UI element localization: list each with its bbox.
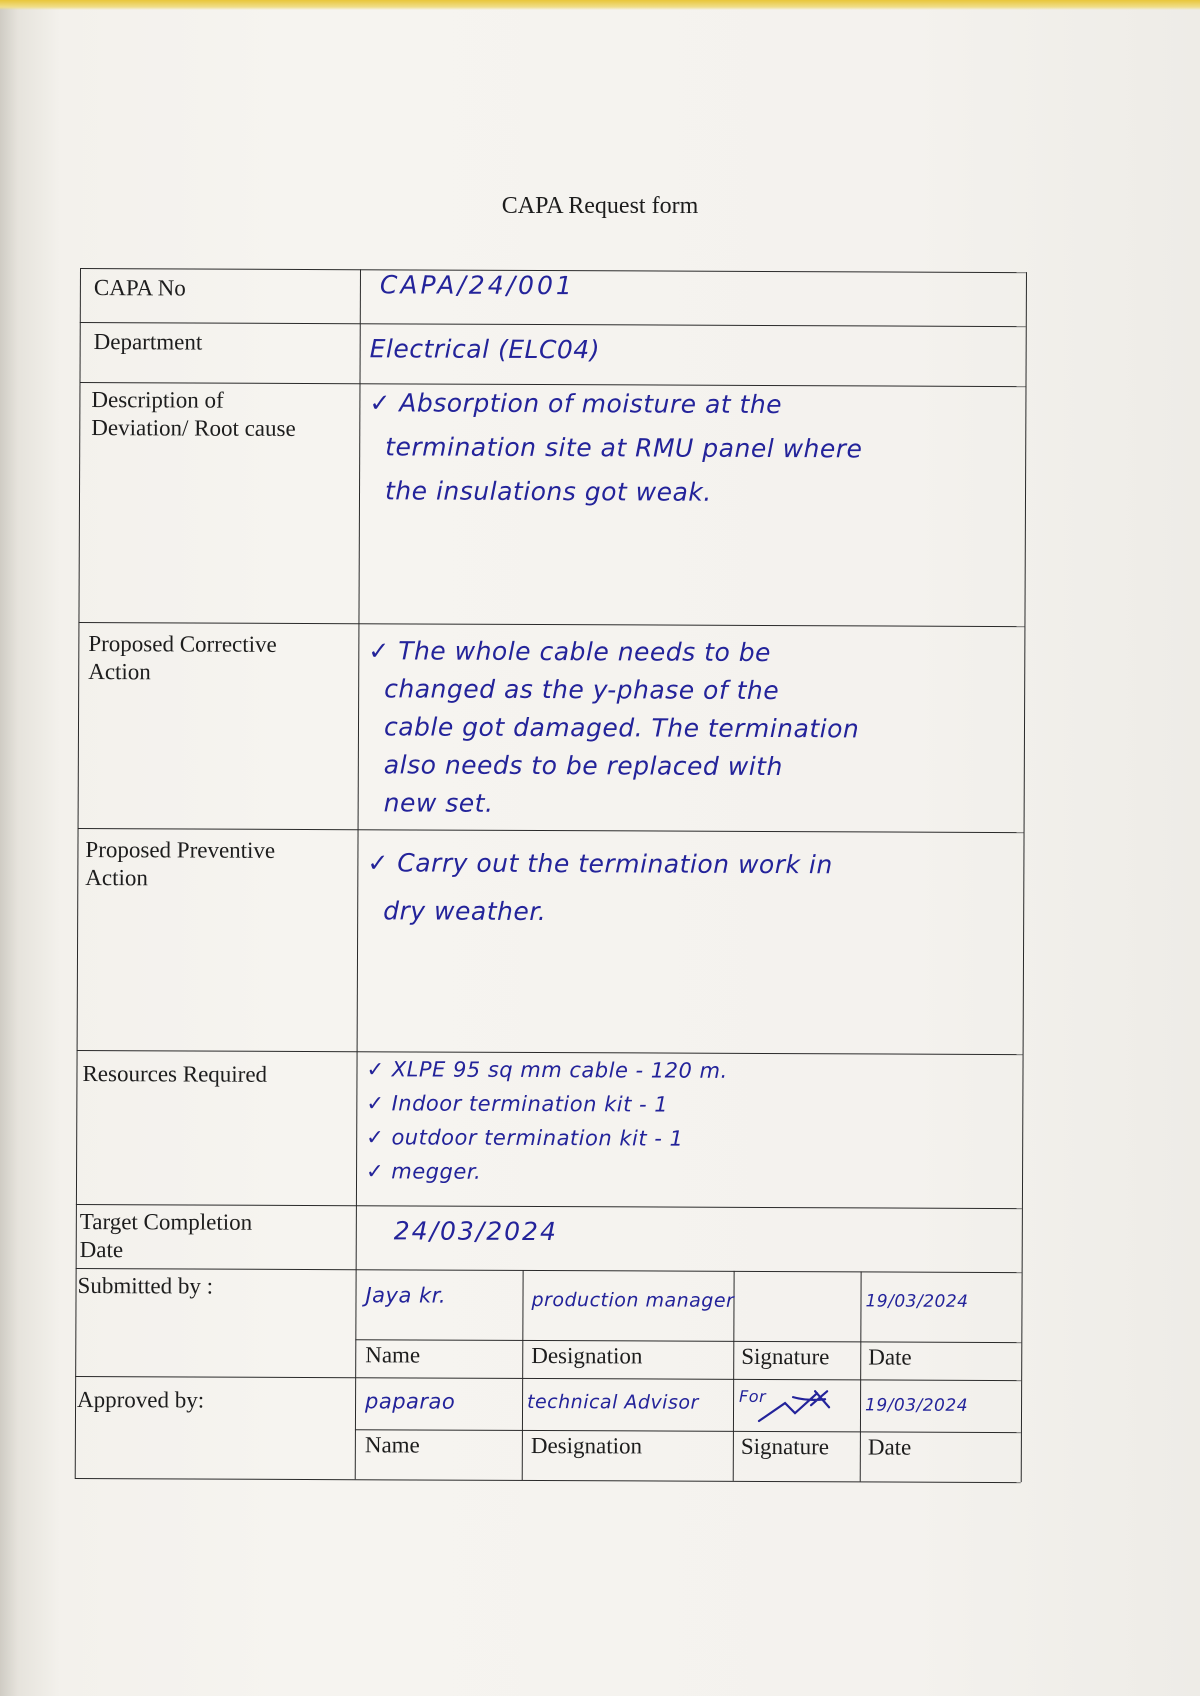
capa-no-value: CAPA/24/001 [379, 270, 575, 301]
submitted-designation: production manager [531, 1288, 735, 1312]
submitted-date: 19/03/2024 [865, 1291, 969, 1312]
approved-date: 19/03/2024 [865, 1395, 969, 1416]
department-value: Electrical (ELC04) [369, 334, 601, 365]
corrective-value-line-5: new set. [383, 788, 494, 818]
capa-no-label: CAPA No [93, 275, 186, 301]
submitted-col-name: Name [365, 1342, 421, 1368]
approved-col-date: Date [867, 1434, 912, 1460]
approved-designation: technical Advisor [527, 1390, 699, 1414]
capa-form-table [75, 268, 1046, 1484]
form-title: CAPA Request form [501, 193, 699, 219]
submitted-col-date: Date [868, 1344, 912, 1370]
corrective-value-line-1: ✓ The whole cable needs to be [368, 636, 772, 668]
target-date-value: 24/03/2024 [393, 1216, 558, 1247]
preventive-value-line-1: ✓ Carry out the termination work in [367, 848, 833, 880]
description-label-line-2: Deviation/ Root cause [91, 415, 296, 441]
resources-label: Resources Required [82, 1061, 268, 1087]
yellow-folder-edge [0, 0, 1200, 10]
approved-name: paparao [365, 1389, 456, 1414]
corrective-value-line-2: changed as the y-phase of the [384, 674, 780, 706]
submitted-name: Jaya kr. [365, 1283, 447, 1308]
approved-label: Approved by: [77, 1386, 205, 1413]
target-label-line-2: Date [79, 1237, 124, 1263]
resources-value-line-3: ✓ outdoor termination kit - 1 [366, 1125, 684, 1151]
approved-signature-scribble [755, 1383, 845, 1427]
preventive-value-line-2: dry weather. [383, 896, 547, 927]
approved-signature-prefix: For [739, 1386, 767, 1407]
corrective-label-line-2: Action [88, 659, 151, 685]
submitted-label: Submitted by : [77, 1272, 214, 1299]
corrective-label-line-1: Proposed Corrective [88, 631, 277, 657]
department-label: Department [93, 329, 203, 355]
submitted-col-designation: Designation [531, 1342, 643, 1369]
resources-value-line-2: ✓ Indoor termination kit - 1 [366, 1091, 669, 1117]
description-value-line-2: termination site at RMU panel where [385, 432, 863, 464]
corrective-value-line-4: also needs to be replaced with [383, 750, 783, 782]
submitted-col-signature: Signature [741, 1343, 830, 1370]
approved-col-signature: Signature [740, 1433, 830, 1460]
resources-value-line-4: ✓ megger. [366, 1159, 482, 1184]
target-label-line-1: Target Completion [79, 1209, 253, 1235]
description-label-line-1: Description of [91, 387, 224, 413]
resources-value-line-1: ✓ XLPE 95 sq mm cable - 120 m. [366, 1057, 728, 1083]
description-value-line-1: ✓ Absorption of moisture at the [369, 388, 783, 420]
corrective-value-line-3: cable got damaged. The termination [383, 712, 860, 744]
description-value-line-3: the insulations got weak. [384, 476, 712, 507]
preventive-label-line-1: Proposed Preventive [85, 837, 276, 863]
approved-col-designation: Designation [530, 1432, 643, 1459]
approved-col-name: Name [364, 1432, 420, 1458]
preventive-label-line-2: Action [85, 865, 149, 891]
